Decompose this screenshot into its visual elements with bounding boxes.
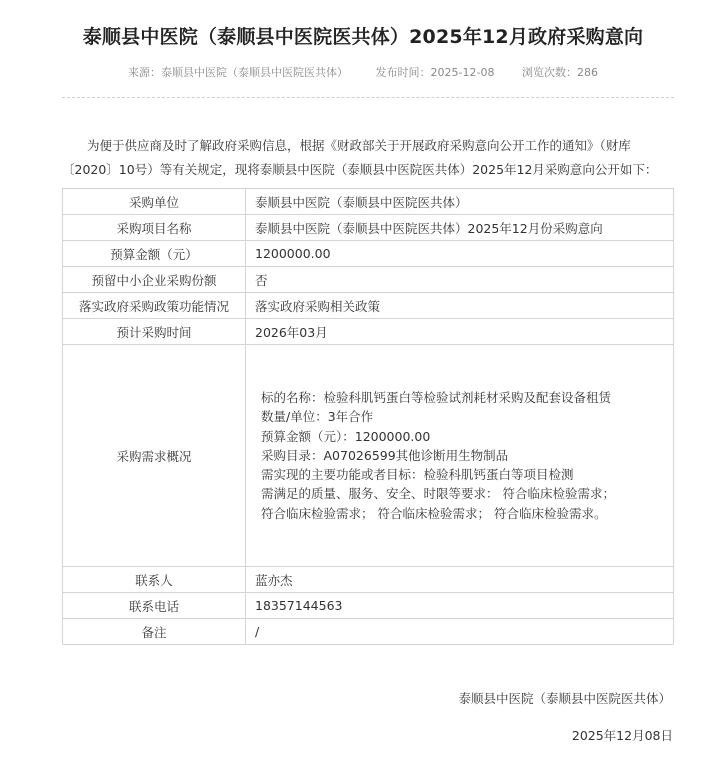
phone-label: 联系电话 xyxy=(63,593,246,619)
summary-row xyxy=(63,345,674,567)
row-value: 否 xyxy=(246,267,674,293)
signature-date: 2025年12月08日 xyxy=(571,728,673,743)
divider xyxy=(62,97,674,98)
table-row xyxy=(63,241,674,267)
row-label: 预留中小企业采购份额 xyxy=(63,267,246,293)
page-title: 泰顺县中医院（泰顺县中医院医共体）2025年12月政府采购意向 xyxy=(82,26,644,48)
remark-value: / xyxy=(246,619,674,645)
contact-label: 联系人 xyxy=(63,567,246,593)
table-row xyxy=(63,567,674,593)
row-label: 预算金额（元） xyxy=(63,241,246,267)
row-value: 落实政府采购相关政策 xyxy=(246,293,674,319)
row-label: 采购单位 xyxy=(63,189,246,215)
row-value: 2026年03月 xyxy=(246,319,674,345)
table-row xyxy=(63,593,674,619)
remark-label: 备注 xyxy=(63,619,246,645)
row-label: 预计采购时间 xyxy=(63,319,246,345)
requirement-list xyxy=(255,388,673,523)
row-label: 采购项目名称 xyxy=(63,215,246,241)
table-row xyxy=(63,293,674,319)
signature-org: 泰顺县中医院（泰顺县中医院医共体） xyxy=(458,691,671,706)
row-label: 落实政府采购政策功能情况 xyxy=(63,293,246,319)
article-meta xyxy=(0,64,726,80)
phone-value: 18357144563 xyxy=(246,593,674,619)
row-value: 泰顺县中医院（泰顺县中医院医共体）2025年12月份采购意向 xyxy=(246,215,674,241)
source-text: 来源：泰顺县中医院（泰顺县中医院医共体） xyxy=(128,66,349,79)
publish-time: 发布时间：2025-12-08 xyxy=(375,66,495,79)
requirement-line: 标的名称：检验科肌钙蛋白等检验试剂耗材采购及配套设备租赁 xyxy=(261,389,612,405)
row-value: 泰顺县中医院（泰顺县中医院医共体） xyxy=(246,189,674,215)
requirement-line: 需满足的质量、服务、安全、时限等要求： 符合临床检验需求；符合临床检验需求； 符合临床检验需求； 符合临床检验需求。 xyxy=(261,486,615,521)
contact-value: 蓝亦杰 xyxy=(246,567,674,593)
requirement-line: 数量/单位：3年合作 xyxy=(261,409,374,425)
summary-label: 采购需求概况 xyxy=(63,345,246,567)
table-row xyxy=(63,267,674,293)
requirement-line: 采购目录：A07026599其他诊断用生物制品 xyxy=(261,447,509,463)
view-count: 浏览次数：286 xyxy=(521,66,598,79)
requirement-line: 需实现的主要功能或者目标：检验科肌钙蛋白等项目检测 xyxy=(261,467,574,483)
table-row xyxy=(63,319,674,345)
table-row xyxy=(63,215,674,241)
row-value: 1200000.00 xyxy=(246,241,674,267)
procurement-table xyxy=(62,188,674,645)
intro-paragraph: 为便于供应商及时了解政府采购信息，根据《财政部关于开展政府采购意向公开工作的通知》（财库〔2020〕10号）等有关规定，现将泰顺县中医院（泰顺县中医院医共体）2025年12月采购意向公开如下： xyxy=(62,138,658,177)
table-row xyxy=(63,189,674,215)
summary-cell xyxy=(246,345,674,567)
table-row xyxy=(63,619,674,645)
requirement-line: 预算金额（元）：1200000.00 xyxy=(261,428,431,444)
